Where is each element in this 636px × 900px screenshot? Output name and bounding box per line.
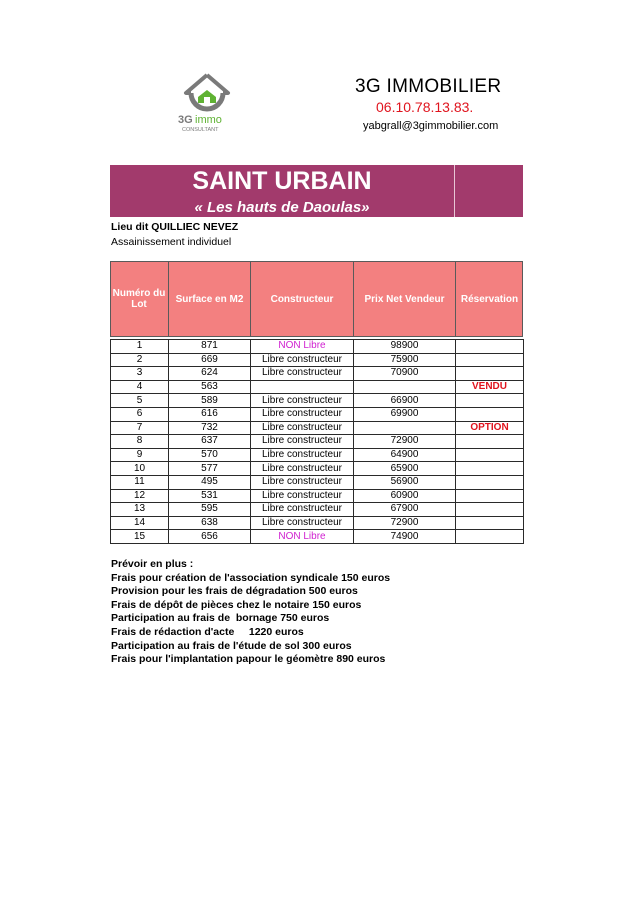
lot-surface: 669 bbox=[169, 353, 251, 367]
lot-surface: 732 bbox=[169, 421, 251, 435]
lot-surface: 616 bbox=[169, 407, 251, 421]
lot-constructeur: Libre constructeur bbox=[251, 448, 354, 462]
company-logo bbox=[176, 70, 238, 134]
fee-line: Frais de dépôt de pièces chez le notaire 150 euros bbox=[111, 598, 362, 611]
lot-constructeur: Libre constructeur bbox=[251, 462, 354, 476]
lot-reservation bbox=[456, 448, 524, 462]
lieu-dit: Lieu dit QUILLIEC NEVEZ bbox=[111, 221, 239, 233]
lot-constructeur: Libre constructeur bbox=[251, 367, 354, 381]
lot-surface: 589 bbox=[169, 394, 251, 408]
table-row bbox=[111, 503, 524, 517]
lot-prix: 66900 bbox=[354, 394, 456, 408]
lot-reservation bbox=[456, 530, 524, 544]
svg-text:CONSULTANT: CONSULTANT bbox=[182, 127, 219, 133]
lot-constructeur: Libre constructeur bbox=[251, 407, 354, 421]
fee-line: Participation au frais de bornage 750 euros bbox=[111, 612, 330, 625]
lot-number: 11 bbox=[111, 475, 169, 489]
lot-reservation bbox=[456, 462, 524, 476]
banner-subtitle: « Les hauts de Daoulas» bbox=[194, 199, 370, 216]
lot-number: 15 bbox=[111, 530, 169, 544]
lot-prix: 69900 bbox=[354, 407, 456, 421]
lot-surface: 570 bbox=[169, 448, 251, 462]
lot-constructeur: Libre constructeur bbox=[251, 394, 354, 408]
table-row bbox=[111, 407, 524, 421]
lot-prix: 98900 bbox=[354, 340, 456, 354]
table-row bbox=[111, 462, 524, 476]
lot-constructeur: Libre constructeur bbox=[251, 353, 354, 367]
fee-line: Provision pour les frais de dégradation 500 euros bbox=[111, 585, 358, 598]
col-header-prix: Prix Net Vendeur bbox=[353, 261, 455, 337]
lot-prix: 60900 bbox=[354, 489, 456, 503]
lot-surface: 637 bbox=[169, 435, 251, 449]
lot-reservation bbox=[456, 503, 524, 517]
col-header-reservation: Réservation bbox=[455, 261, 523, 337]
lot-surface: 595 bbox=[169, 503, 251, 517]
col-header-surface: Surface en M2 bbox=[168, 261, 250, 337]
lot-number: 9 bbox=[111, 448, 169, 462]
lot-reservation bbox=[456, 489, 524, 503]
lot-prix: 56900 bbox=[354, 475, 456, 489]
table-row bbox=[111, 353, 524, 367]
banner-title: SAINT URBAIN bbox=[192, 167, 372, 195]
svg-text:3G: 3G bbox=[178, 114, 193, 126]
lot-reservation bbox=[456, 435, 524, 449]
table-row bbox=[111, 340, 524, 354]
additional-fees bbox=[111, 558, 390, 667]
lot-surface: 656 bbox=[169, 530, 251, 544]
fee-line: Frais pour l'implantation papour le géomètre 890 euros bbox=[111, 653, 386, 666]
lot-constructeur: NON Libre bbox=[251, 340, 354, 354]
lot-reservation bbox=[456, 353, 524, 367]
lot-number: 1 bbox=[111, 340, 169, 354]
lot-surface: 531 bbox=[169, 489, 251, 503]
lot-prix: 75900 bbox=[354, 353, 456, 367]
table-header bbox=[110, 261, 523, 337]
lot-prix: 67900 bbox=[354, 503, 456, 517]
col-header-constructeur: Constructeur bbox=[250, 261, 353, 337]
lot-number: 4 bbox=[111, 380, 169, 394]
lot-constructeur bbox=[251, 380, 354, 394]
lot-surface: 871 bbox=[169, 340, 251, 354]
fee-line: Frais de rédaction d'acte 1220 euros bbox=[111, 625, 304, 638]
lot-reservation bbox=[456, 394, 524, 408]
lot-number: 8 bbox=[111, 435, 169, 449]
table-row bbox=[111, 475, 524, 489]
table-row bbox=[111, 367, 524, 381]
lot-number: 12 bbox=[111, 489, 169, 503]
lot-reservation bbox=[456, 340, 524, 354]
lot-prix bbox=[354, 380, 456, 394]
lot-surface: 495 bbox=[169, 475, 251, 489]
lot-number: 3 bbox=[111, 367, 169, 381]
table-row bbox=[111, 435, 524, 449]
company-email: yabgrall@3gimmobilier.com bbox=[363, 120, 499, 132]
fees-heading: Prévoir en plus : bbox=[111, 558, 194, 570]
lot-prix: 64900 bbox=[354, 448, 456, 462]
lot-surface: 577 bbox=[169, 462, 251, 476]
table-row bbox=[111, 380, 524, 394]
lot-prix: 72900 bbox=[354, 516, 456, 530]
lot-constructeur: Libre constructeur bbox=[251, 475, 354, 489]
lot-constructeur: Libre constructeur bbox=[251, 421, 354, 435]
table-row bbox=[111, 394, 524, 408]
lot-constructeur: Libre constructeur bbox=[251, 503, 354, 517]
company-name: 3G IMMOBILIER bbox=[355, 76, 502, 97]
lot-prix: 72900 bbox=[354, 435, 456, 449]
lot-constructeur: Libre constructeur bbox=[251, 489, 354, 503]
table-row bbox=[111, 489, 524, 503]
lot-constructeur: Libre constructeur bbox=[251, 516, 354, 530]
table-row bbox=[111, 516, 524, 530]
lot-number: 7 bbox=[111, 421, 169, 435]
lot-reservation: VENDU bbox=[456, 380, 524, 394]
table-row bbox=[111, 530, 524, 544]
lot-number: 6 bbox=[111, 407, 169, 421]
lot-reservation: OPTION bbox=[456, 421, 524, 435]
lot-prix: 74900 bbox=[354, 530, 456, 544]
lot-surface: 624 bbox=[169, 367, 251, 381]
table-row bbox=[111, 448, 524, 462]
lot-surface: 638 bbox=[169, 516, 251, 530]
fee-line: Participation au frais de l'étude de sol 300 euros bbox=[111, 639, 352, 652]
assainissement-info: Assainissement individuel bbox=[111, 236, 232, 248]
fee-line: Frais pour création de l'association syndicale 150 euros bbox=[111, 571, 391, 584]
lot-prix: 65900 bbox=[354, 462, 456, 476]
lot-number: 5 bbox=[111, 394, 169, 408]
col-header-lot: Numéro du Lot bbox=[112, 288, 166, 310]
lot-prix: 70900 bbox=[354, 367, 456, 381]
lot-number: 10 bbox=[111, 462, 169, 476]
lots-table bbox=[110, 339, 524, 544]
lot-reservation bbox=[456, 475, 524, 489]
lot-constructeur: NON Libre bbox=[251, 530, 354, 544]
lot-reservation bbox=[456, 367, 524, 381]
banner-divider bbox=[454, 165, 455, 217]
lot-reservation bbox=[456, 516, 524, 530]
table-row bbox=[111, 421, 524, 435]
company-phone: 06.10.78.13.83. bbox=[376, 99, 474, 115]
title-banner bbox=[110, 165, 523, 217]
lot-number: 13 bbox=[111, 503, 169, 517]
lot-constructeur: Libre constructeur bbox=[251, 435, 354, 449]
lot-reservation bbox=[456, 407, 524, 421]
lot-number: 14 bbox=[111, 516, 169, 530]
lot-surface: 563 bbox=[169, 380, 251, 394]
svg-text:immo: immo bbox=[195, 114, 222, 126]
lot-prix bbox=[354, 421, 456, 435]
lot-number: 2 bbox=[111, 353, 169, 367]
